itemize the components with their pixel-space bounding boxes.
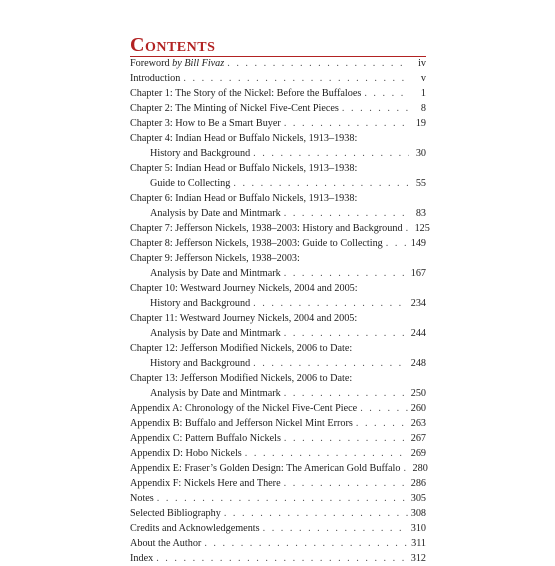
toc-page-number: 1 xyxy=(420,88,426,99)
toc-page-number: 286 xyxy=(410,478,426,489)
toc-page-number: 167 xyxy=(410,268,426,279)
toc-page-number: 263 xyxy=(410,418,426,429)
toc-page-number: 269 xyxy=(410,448,426,459)
page-title: Contents xyxy=(130,34,216,56)
leader-dots xyxy=(253,296,408,311)
leader-dots xyxy=(284,266,408,281)
toc-entry-appendix-e[interactable] xyxy=(130,461,426,476)
toc-entry-chapter-2[interactable] xyxy=(130,101,426,116)
toc-entry-appendix-c[interactable] xyxy=(130,431,426,446)
leader-dots xyxy=(227,56,409,71)
leader-dots xyxy=(284,206,409,221)
toc-entry-text: Chapter 3: How to Be a Smart Buyer xyxy=(130,118,281,129)
toc-page-number: 305 xyxy=(410,493,426,504)
leader-dots xyxy=(360,401,408,416)
leader-dots xyxy=(156,551,408,566)
leader-dots xyxy=(386,236,408,251)
toc-page-number: 30 xyxy=(415,148,426,159)
toc-entry-text: Introduction xyxy=(130,73,181,84)
toc-page-number: 125 xyxy=(414,223,430,234)
toc-entry-text: Chapter 7: Jefferson Nickels, 1938–2003: History and Background xyxy=(130,223,403,234)
toc-entry-bibliography[interactable] xyxy=(130,506,426,521)
leader-dots xyxy=(263,521,408,536)
toc-page-number: 311 xyxy=(411,538,426,549)
toc-entry-text: Appendix B: Buffalo and Jefferson Nickel Mint Errors xyxy=(130,418,353,429)
toc-page-number: 267 xyxy=(410,433,426,444)
toc-entry-chapter-7[interactable] xyxy=(130,221,430,236)
toc-page-number: 312 xyxy=(410,553,426,564)
toc-page-number: 260 xyxy=(410,403,426,414)
leader-dots xyxy=(284,431,408,446)
leader-dots xyxy=(284,476,408,491)
toc-entry-text: Appendix F: Nickels Here and There xyxy=(130,478,281,489)
toc-page-number: v xyxy=(420,73,426,84)
toc-page-number: 83 xyxy=(415,208,426,219)
toc-entry-subtitle: Analysis by Date and Mintmark xyxy=(150,328,281,339)
toc-entry-chapter-10[interactable] xyxy=(130,281,426,311)
toc-entry-text: Chapter 13: Jefferson Modified Nickels, 2006 to Date: xyxy=(130,373,353,384)
toc-entry-credits[interactable] xyxy=(130,521,426,536)
toc-entry-text: Chapter 2: The Minting of Nickel Five-Cent Pieces xyxy=(130,103,339,114)
toc-entry-notes[interactable] xyxy=(130,491,426,506)
toc-entry-chapter-1[interactable] xyxy=(130,86,426,101)
toc-page-number: 234 xyxy=(410,298,426,309)
toc-entry-subtitle: History and Background xyxy=(150,358,251,369)
leader-dots xyxy=(284,386,408,401)
toc-entry-text: Chapter 11: Westward Journey Nickels, 2004 and 2005: xyxy=(130,313,358,324)
leader-dots xyxy=(245,446,408,461)
toc-entry-subtitle: Guide to Collecting xyxy=(150,178,231,189)
toc-entry-subtitle: Analysis by Date and Mintmark xyxy=(150,268,281,279)
toc-page-number: 244 xyxy=(410,328,426,339)
toc-entry-text: Appendix A: Chronology of the Nickel Five-Cent Piece xyxy=(130,403,358,414)
toc-entry-chapter-6[interactable] xyxy=(130,191,426,221)
toc-entry-chapter-11[interactable] xyxy=(130,311,426,341)
toc-entry-subtitle: Analysis by Date and Mintmark xyxy=(150,208,281,219)
toc-entry-text: Chapter 9: Jefferson Nickels, 1938–2003: xyxy=(130,253,300,264)
leader-dots xyxy=(183,71,409,86)
leader-dots xyxy=(204,536,408,551)
toc-page-number: 8 xyxy=(420,103,426,114)
leader-dots xyxy=(253,146,409,161)
toc-entry-text: Chapter 6: Indian Head or Buffalo Nickels, 1913–1938: xyxy=(130,193,358,204)
toc-entry-appendix-d[interactable] xyxy=(130,446,426,461)
toc-page-number: 280 xyxy=(412,463,428,474)
leader-dots xyxy=(406,221,412,236)
toc-entry-chapter-13[interactable] xyxy=(130,371,426,401)
leader-dots xyxy=(356,416,408,431)
toc-entry-text: Chapter 8: Jefferson Nickels, 1938–2003: Guide to Collecting xyxy=(130,238,383,249)
toc-entry-chapter-8[interactable] xyxy=(130,236,426,251)
toc-entry-foreword[interactable] xyxy=(130,56,426,71)
toc-entry-subtitle: History and Background xyxy=(150,298,251,309)
leader-dots xyxy=(364,86,409,101)
toc-entry-chapter-12[interactable] xyxy=(130,341,426,371)
leader-dots xyxy=(284,116,409,131)
toc-page-number: 19 xyxy=(415,118,426,129)
leader-dots xyxy=(342,101,409,116)
toc-list xyxy=(130,56,430,566)
leader-dots xyxy=(224,506,408,521)
toc-page-number: iv xyxy=(418,58,426,69)
toc-entry-text: Index xyxy=(130,553,154,564)
toc-entry-text: Chapter 5: Indian Head or Buffalo Nickels, 1913–1938: xyxy=(130,163,358,174)
toc-entry-text: Appendix E: Fraser’s Golden Design: The American Gold Buffalo xyxy=(130,463,401,474)
toc-entry-index[interactable] xyxy=(130,551,426,566)
toc-entry-chapter-5[interactable] xyxy=(130,161,426,191)
toc-entry-text: Credits and Acknowledgements xyxy=(130,523,260,534)
toc-entry-chapter-9[interactable] xyxy=(130,251,426,281)
toc-entry-text: Notes xyxy=(130,493,154,504)
leader-dots xyxy=(404,461,410,476)
leader-dots xyxy=(233,176,409,191)
toc-entry-text: About the Author xyxy=(130,538,202,549)
toc-entry-text: Appendix C: Pattern Buffalo Nickels xyxy=(130,433,281,444)
toc-page-number: 310 xyxy=(410,523,426,534)
toc-entry-chapter-4[interactable] xyxy=(130,131,426,161)
toc-entry-text: Chapter 10: Westward Journey Nickels, 2004 and 2005: xyxy=(130,283,358,294)
toc-entry-chapter-3[interactable] xyxy=(130,116,426,131)
toc-entry-text: Chapter 1: The Story of the Nickel: Before the Buffaloes xyxy=(130,88,362,99)
toc-entry-text: Chapter 4: Indian Head or Buffalo Nickels, 1913–1938: xyxy=(130,133,358,144)
leader-dots xyxy=(157,491,408,506)
toc-entry-about-author[interactable] xyxy=(130,536,426,551)
toc-page-number: 308 xyxy=(410,508,426,519)
toc-page-number: 250 xyxy=(410,388,426,399)
toc-entry-subtitle: Analysis by Date and Mintmark xyxy=(150,388,281,399)
toc-page-number: 149 xyxy=(410,238,426,249)
toc-entry-text: Foreword by Bill Fivaz xyxy=(130,58,225,69)
toc-entry-appendix-a[interactable] xyxy=(130,401,426,416)
toc-entry-text: Selected Bibliography xyxy=(130,508,221,519)
toc-entry-appendix-b[interactable] xyxy=(130,416,426,431)
toc-entry-text: Chapter 12: Jefferson Modified Nickels, 2006 to Date: xyxy=(130,343,353,354)
leader-dots xyxy=(284,326,408,341)
toc-entry-appendix-f[interactable] xyxy=(130,476,426,491)
toc-entry-text: Appendix D: Hobo Nickels xyxy=(130,448,242,459)
toc-entry-subtitle: History and Background xyxy=(150,148,251,159)
toc-page-number: 248 xyxy=(410,358,426,369)
leader-dots xyxy=(253,356,408,371)
toc-page-number: 55 xyxy=(415,178,426,189)
toc-entry-introduction[interactable] xyxy=(130,71,426,86)
